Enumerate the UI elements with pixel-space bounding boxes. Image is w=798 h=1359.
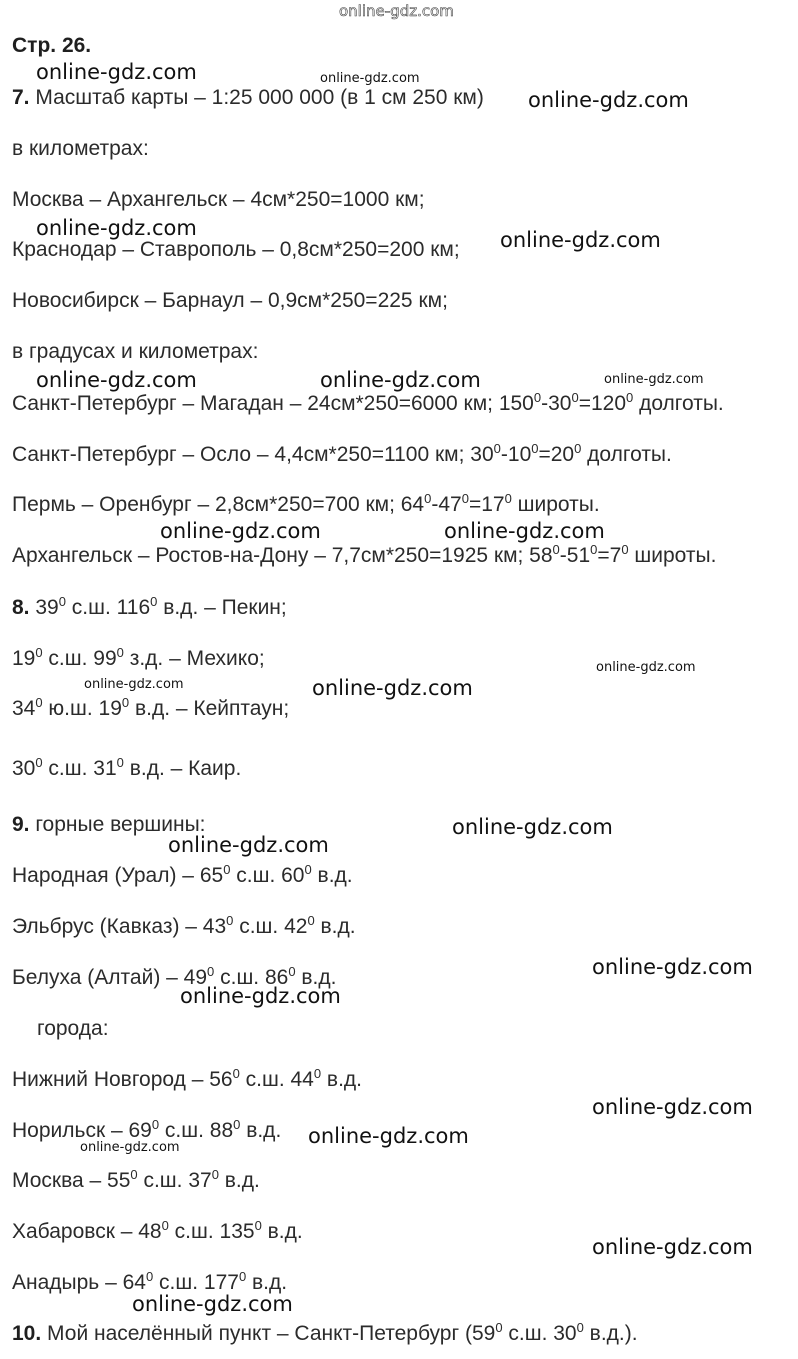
line-text: Нижний Новгород – 56: [12, 1068, 233, 1091]
text-line: [12, 392, 724, 416]
line-text: 30: [12, 757, 36, 780]
watermark: online-gdz.com: [592, 1235, 753, 1259]
line-text: с.ш. 42: [233, 915, 308, 938]
text-line: [12, 443, 672, 467]
text-line: [12, 697, 289, 721]
line-text: Анадырь – 64: [12, 1271, 146, 1294]
text-line: [12, 544, 716, 568]
line-text: с.ш. 31: [42, 757, 117, 780]
line-text: в.д.: [295, 966, 337, 989]
line-text: 34: [12, 697, 36, 720]
line-text: 39: [35, 596, 59, 619]
line-text: с.ш. 99: [42, 647, 117, 670]
task-number: 9.: [12, 813, 30, 836]
text-line: [37, 1017, 109, 1041]
superscript: 0: [233, 1117, 241, 1133]
text-line: [12, 493, 600, 517]
superscript: 0: [307, 913, 315, 929]
superscript: 0: [571, 390, 579, 406]
text-line: [12, 1220, 303, 1244]
superscript: 0: [232, 1066, 240, 1082]
superscript: 0: [121, 695, 130, 711]
superscript: 0: [151, 1117, 160, 1133]
watermark: online-gdz.com: [168, 833, 329, 857]
task-number: 10.: [12, 1322, 42, 1345]
line-text: =120: [578, 392, 627, 415]
line-text: Хабаровск – 48: [12, 1220, 162, 1243]
superscript: 0: [207, 964, 215, 980]
superscript: 0: [254, 1218, 262, 1234]
line-text: с.ш. 30: [502, 1322, 577, 1345]
line-text: Санкт-Петербург – Магадан – 24см*250=6000 км; 150: [12, 392, 534, 415]
watermark: online-gdz.com: [36, 368, 197, 392]
line-text: Москва – 55: [12, 1169, 131, 1192]
line-text: в.д.: [321, 1068, 363, 1091]
superscript: 0: [58, 594, 66, 610]
line-text: с.ш. 37: [137, 1169, 212, 1192]
line-text: с.ш. 86: [214, 966, 289, 989]
watermark: online-gdz.com: [596, 660, 696, 675]
page-title: Стр. 26.: [12, 34, 92, 57]
line-text: Народная (Урал) – 65: [12, 864, 224, 887]
line-text: =7: [597, 544, 622, 567]
superscript: 0: [288, 964, 296, 980]
superscript: 0: [313, 1066, 322, 1082]
superscript: 0: [304, 862, 312, 878]
superscript: 0: [493, 441, 501, 457]
line-text: в.д.: [261, 1220, 303, 1243]
line-text: Норильск – 69: [12, 1119, 152, 1142]
superscript: 0: [238, 1269, 247, 1285]
line-text: долготы.: [633, 392, 724, 415]
line-text: -51: [559, 544, 591, 567]
line-text: Эльбрус (Кавказ) – 43: [12, 915, 227, 938]
line-text: =20: [538, 443, 575, 466]
line-text: с.ш. 135: [168, 1220, 255, 1243]
superscript: 0: [621, 542, 629, 558]
superscript: 0: [35, 695, 43, 711]
text-line: [12, 1169, 260, 1193]
line-text: =17: [468, 493, 505, 516]
watermark: online-gdz.com: [36, 216, 197, 240]
superscript: 0: [145, 1269, 154, 1285]
line-text: в.д.: [314, 915, 356, 938]
line-text: широты.: [511, 493, 600, 516]
line-text: с.ш. 88: [159, 1119, 234, 1142]
watermark: online-gdz.com: [500, 228, 661, 252]
superscript: 0: [424, 491, 432, 507]
superscript: 0: [504, 491, 512, 507]
superscript: 0: [461, 491, 469, 507]
superscript: 0: [223, 862, 231, 878]
line-text: Москва – Архангельск – 4см*250=1000 км;: [12, 188, 425, 211]
watermark: online-gdz.com: [528, 88, 689, 112]
line-text: в.д.).: [583, 1322, 638, 1345]
watermark: online-gdz.com: [592, 955, 753, 979]
superscript: 0: [590, 542, 598, 558]
watermark: online-gdz.com: [36, 60, 197, 84]
line-text: в.д. – Пекин;: [157, 596, 287, 619]
text-line: [12, 757, 241, 781]
line-text: горные вершины:: [35, 813, 206, 836]
line-text: в километрах:: [12, 137, 149, 160]
line-text: с.ш. 60: [230, 864, 305, 887]
text-line: [12, 915, 356, 939]
text-line: [12, 238, 460, 262]
superscript: 0: [161, 1218, 169, 1234]
superscript: 0: [576, 1320, 584, 1336]
line-text: Новосибирск – Барнаул – 0,9см*250=225 км;: [12, 289, 448, 312]
watermark-top: online-gdz.com: [339, 2, 454, 20]
text-line: [12, 340, 258, 364]
superscript: 0: [531, 441, 539, 457]
line-text: долготы.: [581, 443, 672, 466]
superscript: 0: [150, 594, 158, 610]
superscript: 0: [35, 755, 43, 771]
superscript: 0: [116, 755, 124, 771]
superscript: 0: [116, 645, 124, 661]
line-text: Мой населённый пункт – Санкт-Петербург (59: [47, 1322, 496, 1345]
line-text: Краснодар – Ставрополь – 0,8см*250=200 км;: [12, 238, 460, 261]
task-number: 7.: [12, 86, 30, 109]
superscript: 0: [626, 390, 634, 406]
line-text: Архангельск – Ростов-на-Дону – 7,7см*250=1925 км; 58: [12, 544, 553, 567]
superscript: 0: [533, 390, 542, 406]
line-text: в.д. – Каир.: [123, 757, 242, 780]
superscript: 0: [130, 1167, 138, 1183]
superscript: 0: [574, 441, 582, 457]
line-text: в.д.: [311, 864, 353, 887]
watermark: online-gdz.com: [444, 519, 605, 543]
line-text: -30: [541, 392, 572, 415]
text-line: [12, 137, 149, 161]
line-text: в.д.: [218, 1169, 260, 1192]
line-text: в.д. – Кейптаун;: [129, 697, 290, 720]
line-text: Масштаб карты – 1:25 000 000 (в 1 см 250 км): [35, 86, 484, 109]
task-number: 8.: [12, 596, 30, 619]
watermark: online-gdz.com: [312, 676, 473, 700]
watermark: online-gdz.com: [320, 71, 420, 86]
line-text: города:: [37, 1017, 109, 1040]
line-text: в.д.: [246, 1271, 288, 1294]
watermark: online-gdz.com: [604, 372, 704, 387]
text-line: [12, 1068, 362, 1092]
watermark: online-gdz.com: [592, 1095, 753, 1119]
watermark: online-gdz.com: [132, 1292, 293, 1316]
superscript: 0: [552, 542, 560, 558]
line-text: Санкт-Петербург – Осло – 4,4см*250=1100 км; 30: [12, 443, 494, 466]
line-text: с.ш. 177: [153, 1271, 239, 1294]
watermark: online-gdz.com: [160, 519, 321, 543]
watermark: online-gdz.com: [452, 815, 613, 839]
watermark: online-gdz.com: [80, 1140, 180, 1155]
line-text: з.д. – Мехико;: [123, 647, 265, 670]
line-text: с.ш. 44: [239, 1068, 314, 1091]
line-text: в градусах и километрах:: [12, 340, 259, 363]
line-text: Пермь – Оренбург – 2,8см*250=700 км; 64: [12, 493, 425, 516]
watermark: online-gdz.com: [84, 677, 184, 692]
line-text: 19: [12, 647, 36, 670]
watermark: online-gdz.com: [180, 984, 341, 1008]
text-line: [12, 86, 484, 110]
superscript: 0: [226, 913, 234, 929]
line-text: широты.: [628, 544, 717, 567]
line-text: с.ш. 116: [65, 596, 151, 619]
text-line: [12, 188, 425, 212]
line-text: -10: [500, 443, 532, 466]
line-text: в.д.: [240, 1119, 282, 1142]
superscript: 0: [211, 1167, 219, 1183]
line-text: -47: [431, 493, 462, 516]
line-text: ю.ш. 19: [42, 697, 122, 720]
watermark: online-gdz.com: [320, 368, 481, 392]
superscript: 0: [35, 645, 43, 661]
superscript: 0: [495, 1320, 503, 1336]
line-text: Белуха (Алтай) – 49: [12, 966, 208, 989]
text-line: [12, 289, 448, 313]
text-line: [12, 596, 287, 620]
text-line: [12, 864, 353, 888]
text-line: [12, 647, 265, 671]
text-line: [12, 1322, 638, 1346]
watermark: online-gdz.com: [308, 1124, 469, 1148]
